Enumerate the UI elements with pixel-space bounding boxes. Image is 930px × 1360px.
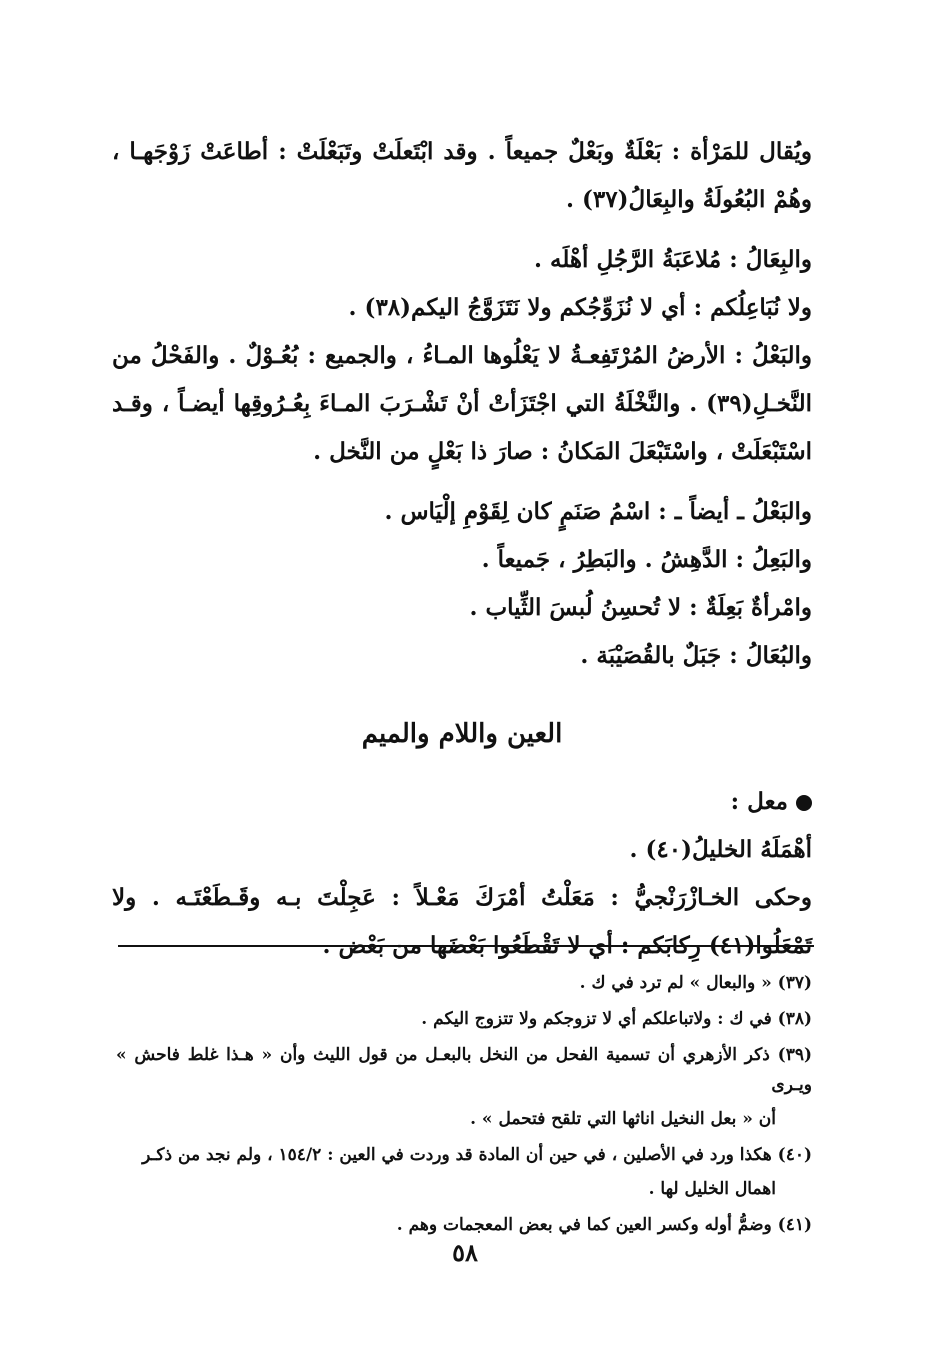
line-ba3l-sanam: والبَعْلُ ـ أيضاً ـ : اسْمُ صَنَمٍ كان لِقَوْمِ إلْيَاس . bbox=[384, 498, 812, 525]
footnote-38: (٣٨) في ك : ولاتباعلكم أي لا تزوجكم ولا تتزوج اليكم . bbox=[421, 1009, 812, 1029]
line-bu3al-jabal: والبُعَالُ : جَبَلٌ بالقُصَيْبَة . bbox=[580, 642, 812, 669]
footnote-37: (٣٧) « والبعال » لم ترد في ك . bbox=[579, 973, 812, 993]
section-heading: العين واللام والميم bbox=[361, 719, 563, 749]
main-text bbox=[112, 128, 812, 970]
line-bi3al: والبِعَالُ : مُلاعَبَةُ الرَّجُلِ أهْلَه . bbox=[533, 246, 812, 273]
footnotes bbox=[116, 968, 812, 1246]
spacer bbox=[112, 476, 812, 488]
footnote-41: (٤١) وضمُّ أوله وكسر العين كما في بعض المعجمات وهم . bbox=[396, 1215, 812, 1235]
footnote-39: (٣٩) ذكر الأزهري أن تسمية الفحل من النخل بالبعـل من قول الليث وأن « هـذا غلط فاحش » ويـرى bbox=[116, 1045, 812, 1095]
paragraph-khazranji: وحكى الخـازْرَنْجيُّ : مَعَلْتُ أمْرَكَ مَعْـلاً : عَجِلْتَ بـه وقَـطَعْتَـه . ولا تَمْعَلُوا(٤١) رِكابَكم : أي لا تَقْطَعُوا بَعْضَها من بَعْض . bbox=[112, 884, 812, 959]
footnote-40: (٤٠) هكذا ورد في الأصلين ، في حين أن المادة قد وردت في العين : ١٥٤/٢ ، ولم نجد من ذكـر bbox=[142, 1145, 812, 1165]
entry-head bbox=[112, 778, 812, 826]
line-nubaiilukum: ولا نُبَاعِلُكم : أي لا نُزَوِّجُكم ولا نَتَزَوَّجُ اليكم(٣٨) . bbox=[348, 294, 812, 321]
entry-title: معل : bbox=[730, 788, 788, 815]
footnote-40-continuation: اهمال الخليل لها . bbox=[648, 1179, 776, 1199]
line-imraa-ba3ila: وامْرأةٌ بَعِلَةٌ : لا تُحسِنُ لُبسَ الثِّياب . bbox=[469, 594, 812, 621]
footnote-39-continuation: أن « بعل النخيل اناثها التي تلقح فتحمل » . bbox=[470, 1109, 776, 1129]
footnote-divider bbox=[118, 945, 814, 947]
page-number: ٥٨ bbox=[452, 1238, 478, 1267]
paragraph-ba3la: ويُقال للمَرْأة : بَعْلَةٌ وبَعْلٌ جميعاً . وقد ابْتَعلَتْ وتَبَعْلَتْ : أطاعَتْ زَوْجَهـا ، وهُمْ البُعُولَةُ والبِعَالُ(٣٧) . bbox=[112, 138, 812, 213]
spacer bbox=[112, 224, 812, 236]
line-ba3il-dahish: والبَعِلُ : الدَّهِشُ . والبَطِرُ ، جَميعاً . bbox=[481, 546, 812, 573]
bullet-dot-icon bbox=[796, 795, 812, 811]
line-ahmalahu: أهْمَلَهُ الخليلُ(٤٠) . bbox=[629, 836, 812, 863]
paragraph-ba3l: والبَعْلُ : الأرضُ المُرْتَفِعـةُ لا يَعْلُوها المـاءُ ، والجميع : بُعُـوْلٌ . والفَحْلُ من النَّخـلِ(٣٩) . والنَّخْلَةُ التي اجْتَزَأتْ أنْ تَشْـرَبَ المـاءَ بِعُـرُوقِها أيضـاً ، وقـد اسْتَبْعَلَتْ ، واسْتَبْعَلَ المَكانُ : صارَ ذا بَعْلٍ من النَّخل . bbox=[112, 342, 812, 465]
